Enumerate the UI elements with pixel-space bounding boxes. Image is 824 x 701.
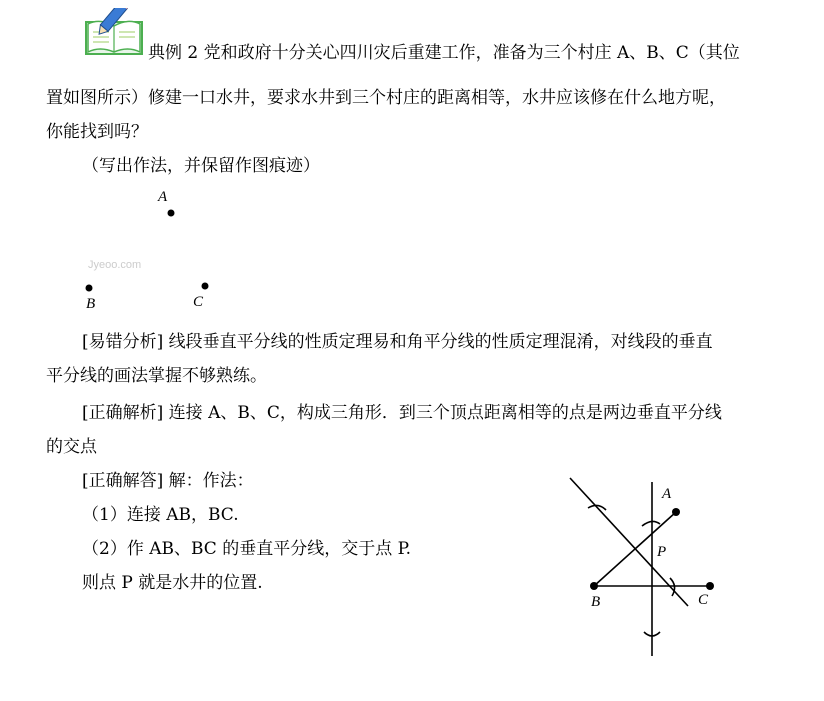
- construction-figure: [560, 470, 730, 665]
- label-a: A: [662, 486, 672, 502]
- label-c: C: [193, 294, 204, 310]
- point-a: [168, 210, 175, 217]
- watermark: Jyeoo.com: [88, 259, 142, 271]
- point-b: [590, 582, 598, 590]
- problem-line-3: 你能找到吗？: [46, 122, 148, 142]
- correct-analysis-line-2: 的交点: [46, 437, 97, 457]
- label-a: A: [158, 189, 168, 205]
- label-c: C: [698, 592, 709, 608]
- point-b: [86, 285, 93, 292]
- error-analysis-line-1: [易错分析] 线段垂直平分线的性质定理易和角平分线的性质定理混淆，对线段的垂直: [82, 332, 713, 352]
- problem-line-1: 典例 2 党和政府十分关心四川灾后重建工作，准备为三个村庄 A、B、C（其位: [148, 43, 740, 63]
- answer-heading: [正确解答] 解：作法：: [82, 471, 254, 491]
- label-b: B: [591, 594, 601, 610]
- point-c: [706, 582, 714, 590]
- point-c: [202, 283, 209, 290]
- error-analysis-line-2: 平分线的画法掌握不够熟练。: [46, 366, 267, 386]
- label-p: P: [657, 544, 667, 560]
- problem-instruction: （写出作法，并保留作图痕迹）: [82, 156, 320, 176]
- label-b: B: [86, 296, 96, 312]
- point-a: [672, 508, 680, 516]
- correct-analysis-line-1: [正确解析] 连接 A、B、C，构成三角形．到三个顶点距离相等的点是两边垂直平分线: [82, 403, 722, 423]
- answer-conclusion: 则点 P 就是水井的位置.: [82, 573, 263, 593]
- answer-step-1: （1）连接 AB，BC.: [82, 505, 239, 525]
- problem-line-2: 置如图所示）修建一口水井，要求水井到三个村庄的距离相等，水井应该修在什么地方呢，: [46, 88, 726, 108]
- arc-mark: [642, 521, 660, 526]
- answer-step-2: （2）作 AB、BC 的垂直平分线，交于点 P.: [82, 539, 412, 559]
- book-pencil-icon: [84, 8, 144, 56]
- villages-figure: [70, 182, 270, 317]
